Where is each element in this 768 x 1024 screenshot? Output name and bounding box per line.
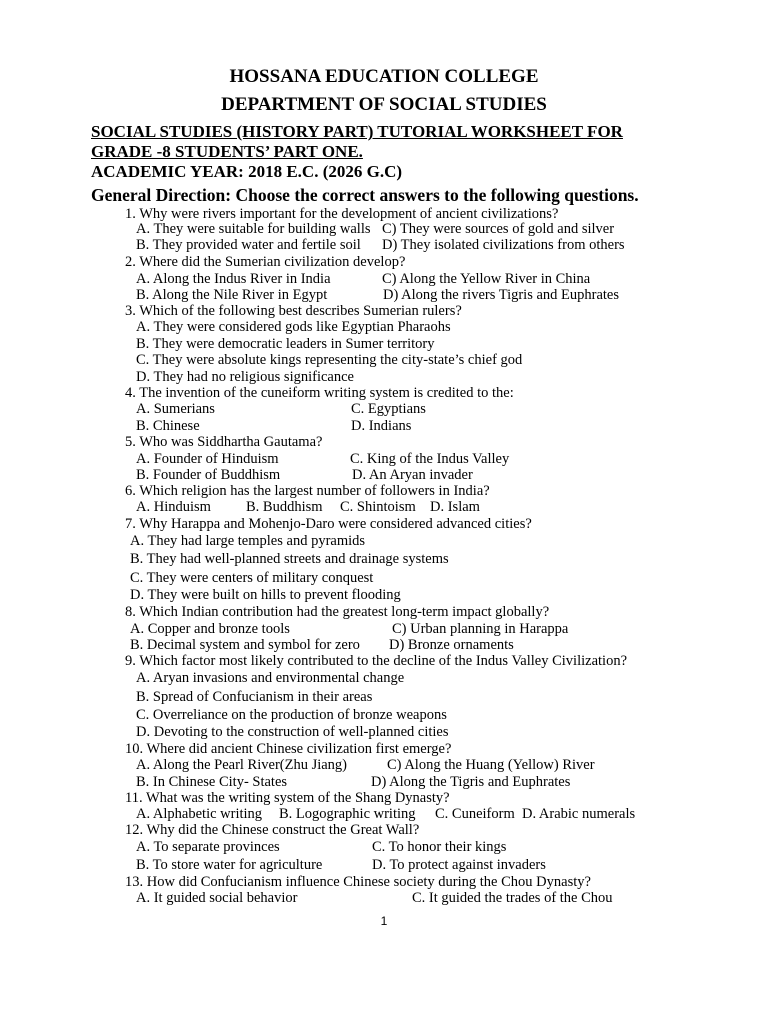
option-b: B. They were democratic leaders in Sumer territory: [136, 336, 435, 352]
option-c: C) Along the Yellow River in China: [382, 271, 591, 287]
option-c: C. Cuneiform: [435, 806, 515, 822]
option-c: C. Overreliance on the production of bronze weapons: [136, 707, 447, 723]
option-c: C. King of the Indus Valley: [350, 451, 510, 467]
option-a: A. They were suitable for building walls: [136, 221, 371, 237]
question-3: 3. Which of the following best describes Sumerian rulers?: [125, 303, 462, 319]
option-d: D) Along the rivers Tigris and Euphrates: [383, 287, 620, 303]
question-8: 8. Which Indian contribution had the greatest long-term impact globally?: [125, 604, 550, 620]
question-7: 7. Why Harappa and Mohenjo-Daro were considered advanced cities?: [125, 516, 532, 532]
option-c: C. They were absolute kings representing the city-state’s chief god: [136, 352, 523, 368]
option-c: C. They were centers of military conquest: [130, 570, 374, 586]
option-a: A. Copper and bronze tools: [130, 621, 290, 637]
option-a: A. Along the Indus River in India: [136, 271, 331, 287]
option-a: A. Hinduism: [136, 499, 211, 515]
option-a: A. Along the Pearl River(Zhu Jiang): [136, 757, 348, 773]
option-c: C) They were sources of gold and silver: [382, 221, 615, 237]
option-b: B. Spread of Confucianism in their areas: [136, 689, 373, 705]
option-b: B. Buddhism: [246, 499, 323, 515]
option-d: D. They were built on hills to prevent flooding: [130, 587, 401, 603]
worksheet-title-line2: GRADE -8 STUDENTS’ PART ONE.: [91, 142, 363, 161]
option-c: C. It guided the trades of the Chou: [412, 890, 613, 906]
option-d: D. Devoting to the construction of well-planned cities: [136, 724, 449, 740]
question-4: 4. The invention of the cuneiform writing system is credited to the:: [125, 385, 514, 401]
question-9: 9. Which factor most likely contributed to the decline of the Indus Valley Civilization?: [125, 653, 628, 669]
option-d: D. To protect against invaders: [372, 857, 546, 873]
worksheet-title-line1: SOCIAL STUDIES (HISTORY PART) TUTORIAL WORKSHEET FOR: [91, 122, 623, 141]
option-a: A. It guided social behavior: [136, 890, 298, 906]
question-6: 6. Which religion has the largest number of followers in India?: [125, 483, 490, 499]
option-c: C. To honor their kings: [372, 839, 507, 855]
option-a: A. Alphabetic writing: [136, 806, 263, 822]
option-c: C) Along the Huang (Yellow) River: [387, 757, 595, 773]
department-name: DEPARTMENT OF SOCIAL STUDIES: [221, 94, 547, 115]
question-5: 5. Who was Siddhartha Gautama?: [125, 434, 323, 450]
option-d: D) Along the Tigris and Euphrates: [371, 774, 571, 790]
option-a: A. They had large temples and pyramids: [130, 533, 366, 549]
option-b: B. They provided water and fertile soil: [136, 237, 361, 253]
option-a: A. They were considered gods like Egyptian Pharaohs: [136, 319, 451, 335]
option-c: C. Egyptians: [351, 401, 426, 417]
question-1: 1. Why were rivers important for the development of ancient civilizations?: [125, 206, 559, 222]
option-b: B. In Chinese City- States: [136, 774, 288, 790]
general-direction: General Direction: Choose the correct answers to the following questions.: [91, 185, 639, 205]
option-d: D. Islam: [430, 499, 480, 515]
option-a: A. Founder of Hinduism: [136, 451, 279, 467]
question-11: 11. What was the writing system of the Shang Dynasty?: [125, 790, 450, 806]
question-13: 13. How did Confucianism influence Chinese society during the Chou Dynasty?: [125, 874, 591, 890]
option-d: D) They isolated civilizations from others: [382, 237, 625, 253]
college-name: HOSSANA EDUCATION COLLEGE: [229, 66, 539, 87]
question-12: 12. Why did the Chinese construct the Great Wall?: [125, 822, 420, 838]
option-d: D. They had no religious significance: [136, 369, 354, 385]
option-b: B. Decimal system and symbol for zero: [130, 637, 360, 653]
option-b: B. They had well-planned streets and drainage systems: [130, 551, 449, 567]
option-c: C) Urban planning in Harappa: [392, 621, 569, 637]
option-a: A. Aryan invasions and environmental change: [136, 670, 405, 686]
option-d: D. An Aryan invader: [352, 467, 473, 483]
question-10: 10. Where did ancient Chinese civilization first emerge?: [125, 741, 452, 757]
academic-year: ACADEMIC YEAR: 2018 E.C. (2026 G.C): [91, 162, 403, 181]
question-2: 2. Where did the Sumerian civilization develop?: [125, 254, 406, 270]
option-a: A. To separate provinces: [136, 839, 280, 855]
option-b: B. Founder of Buddhism: [136, 467, 281, 483]
option-d: D. Indians: [351, 418, 412, 434]
option-b: B. Chinese: [136, 418, 200, 434]
option-b: B. To store water for agriculture: [136, 857, 323, 873]
option-d: D) Bronze ornaments: [389, 637, 514, 653]
page-number: 1: [380, 914, 388, 928]
option-a: A. Sumerians: [136, 401, 215, 417]
option-d: D. Arabic numerals: [522, 806, 636, 822]
option-c: C. Shintoism: [340, 499, 416, 515]
option-b: B. Logographic writing: [279, 806, 416, 822]
option-b: B. Along the Nile River in Egypt: [136, 287, 328, 303]
